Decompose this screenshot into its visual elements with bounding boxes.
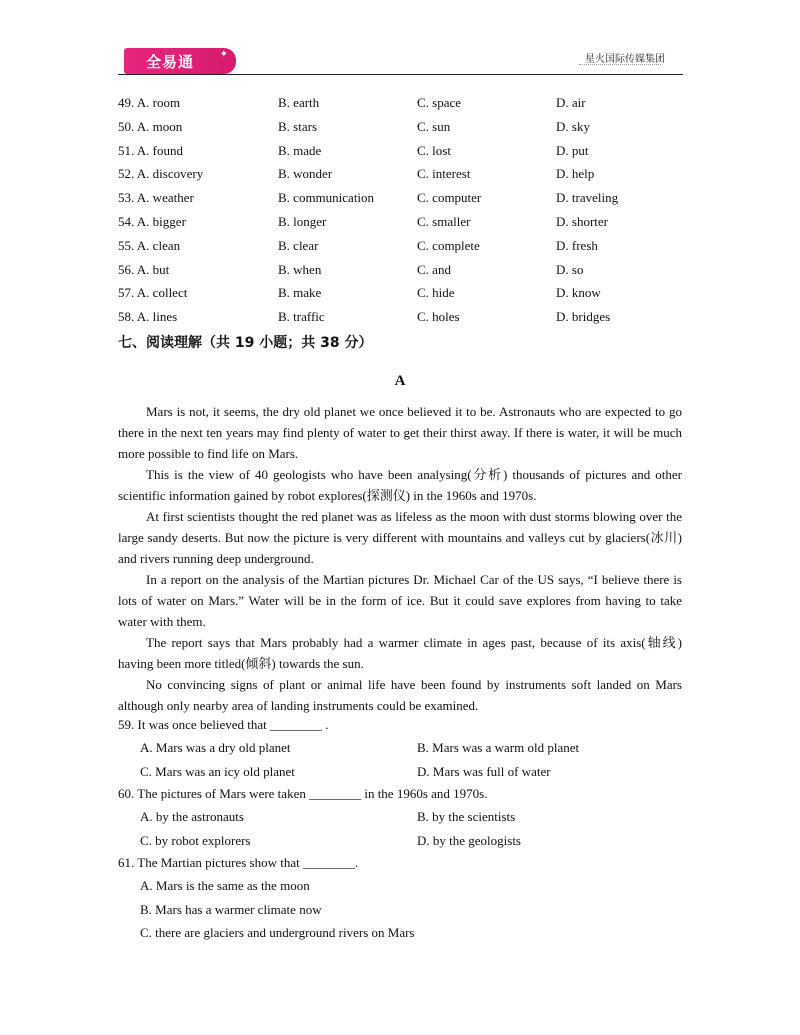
option-b: B. made <box>278 142 322 158</box>
option-d: D. help <box>556 166 595 182</box>
sparkle-icon: ✦ <box>219 49 228 60</box>
option-row-50 <box>118 115 678 139</box>
option-b: B. communication <box>278 190 375 206</box>
option-row-53 <box>118 186 678 210</box>
brand-subtitle-mark <box>579 64 661 67</box>
questions <box>118 714 682 945</box>
option-c: C. there are glaciers and underground rivers on Mars <box>140 925 415 940</box>
option-a: 58. A. lines <box>118 309 178 325</box>
option-a: 54. A. bigger <box>118 213 186 229</box>
option-b: B. traffic <box>278 309 325 325</box>
option-d: D. shorter <box>556 213 608 229</box>
option-b: B. make <box>278 285 322 301</box>
section-title: 七、阅读理解（共 19 小题；共 38 分） <box>118 335 373 351</box>
option-c: C. interest <box>417 166 471 182</box>
question-61 <box>118 852 682 945</box>
option-b: B. earth <box>278 95 320 110</box>
option-a: 52. A. discovery <box>118 166 204 182</box>
option-d: D. know <box>556 285 601 301</box>
logo <box>124 48 236 74</box>
paragraph: At first scientists thought the red planet was as lifeless as the moon with dust storms blowing over the large sandy deserts. But now the picture is very different with mountains and valleys cut by glaciers(冰川) and rivers running deep underground. <box>118 509 682 566</box>
question-59 <box>118 714 682 783</box>
option-a: 56. A. but <box>118 261 170 277</box>
paragraph: No convincing signs of plant or animal life have been found by instruments soft landed on Mars although only nearby area of landing instruments could be examined. <box>118 677 682 713</box>
option-b: B. wonder <box>278 166 333 182</box>
question-60 <box>118 783 682 852</box>
option-a: 50. A. moon <box>118 118 183 134</box>
option-row <box>118 736 682 760</box>
option-row-52 <box>118 162 678 186</box>
option-b: B. when <box>278 261 322 277</box>
option-row-49 <box>118 91 678 115</box>
option-c: C. Mars was an icy old planet <box>140 763 295 779</box>
option-a: 51. A. found <box>118 142 184 158</box>
option-row <box>118 805 682 829</box>
logo-text: 全易通 <box>146 53 195 71</box>
option-d: D. traveling <box>556 190 619 206</box>
option-row-51 <box>118 139 678 163</box>
option-row-57 <box>118 281 678 305</box>
question-stem: 60. The pictures of Mars were taken ________ in the 1960s and 1970s. <box>118 786 488 801</box>
question-stem: 59. It was once believed that ________ . <box>118 717 329 732</box>
option-row-58 <box>118 305 678 329</box>
option-b: B. Mars was a warm old planet <box>417 740 580 755</box>
option-row-55 <box>118 234 678 258</box>
option-row <box>118 760 682 784</box>
option-c: C. sun <box>417 118 451 134</box>
option-row-56 <box>118 258 678 282</box>
option-c: C. hide <box>417 285 455 301</box>
option-c: C. holes <box>417 309 460 325</box>
option-d: D. sky <box>556 118 590 134</box>
option-c: C. space <box>417 95 462 110</box>
option-c: C. and <box>417 261 451 277</box>
paragraph: This is the view of 40 geologists who have been analysing(分析) thousands of pictures and other scientific information gained by robot explores(探测仪) in the 1960s and 1970s. <box>118 467 682 503</box>
reading-passage <box>118 401 682 716</box>
paragraph: In a report on the analysis of the Martian pictures Dr. Michael Car of the US says, “I believe there is lots of water on Mars.” Water will be in the form of ice. But it could save explores from having to take water with them. <box>118 572 682 629</box>
option-c: C. smaller <box>417 213 471 229</box>
option-row-54 <box>118 210 678 234</box>
option-row <box>118 829 682 853</box>
option-d: D. by the geologists <box>417 832 521 848</box>
option-b: B. by the scientists <box>417 809 516 824</box>
page-header <box>118 42 683 76</box>
option-d: D. Mars was full of water <box>417 763 551 779</box>
option-d: D. put <box>556 142 589 158</box>
cloze-options <box>118 91 678 329</box>
question-stem: 61. The Martian pictures show that ________. <box>118 855 359 870</box>
paragraph: The report says that Mars probably had a warmer climate in ages past, because of its axis(轴线) having been more titled(倾斜) towards the sun. <box>118 635 682 671</box>
option-d: D. fresh <box>556 237 598 253</box>
option-c: C. by robot explorers <box>140 832 251 848</box>
option-a: A. by the astronauts <box>140 809 244 824</box>
option-c: C. lost <box>417 142 451 158</box>
option-a: 53. A. weather <box>118 190 194 206</box>
option-a: 49. A. room <box>118 95 181 110</box>
option-b: B. longer <box>278 213 327 229</box>
brand-name: 星火国际传媒集团 <box>585 54 665 65</box>
option-b: B. Mars has a warmer climate now <box>140 901 322 917</box>
option-d: D. bridges <box>556 309 611 325</box>
option-a: A. Mars is the same as the moon <box>140 878 310 893</box>
option-b: B. clear <box>278 237 319 253</box>
option-a: 55. A. clean <box>118 237 181 253</box>
option-d: D. air <box>556 95 586 110</box>
option-c: C. computer <box>417 190 482 206</box>
option-c: C. complete <box>417 237 480 253</box>
paragraph: Mars is not, it seems, the dry old planet we once believed it to be. Astronauts who are expected to go there in the next ten years may find plenty of water to get their thirst away. If there is water, it will be much more possible to find life on Mars. <box>118 404 682 461</box>
option-a: A. Mars was a dry old planet <box>140 740 291 755</box>
option-b: B. stars <box>278 118 317 134</box>
header-divider <box>118 74 683 75</box>
passage-title: A <box>394 373 406 389</box>
option-a: 57. A. collect <box>118 285 188 301</box>
option-d: D. so <box>556 261 584 277</box>
